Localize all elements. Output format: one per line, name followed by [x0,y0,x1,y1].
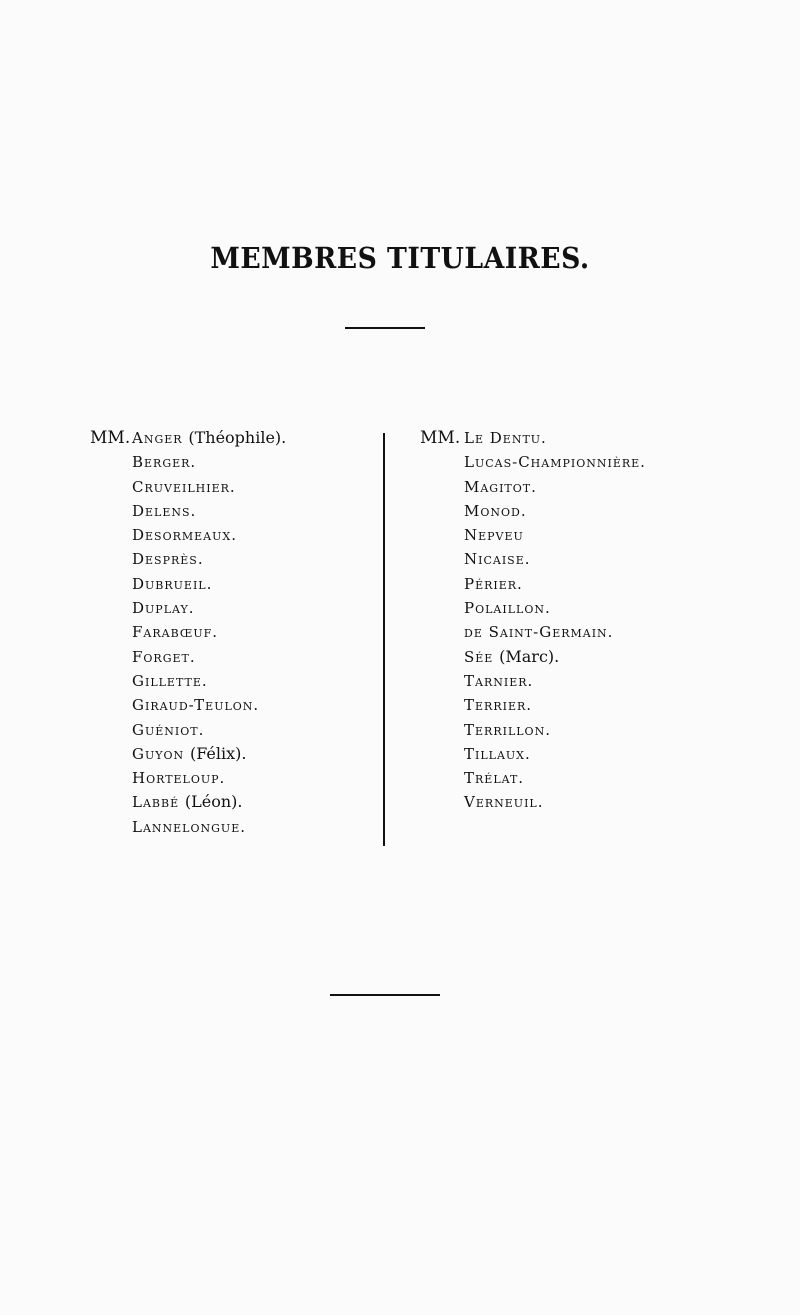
member-name [132,572,286,596]
member-name [464,499,646,523]
member-surname: Monod. [464,501,527,520]
member-name [132,426,286,450]
member-name [132,766,286,790]
member-surname: Cruveilhier. [132,477,236,496]
member-name [132,815,286,839]
member-surname: Lucas-Championnière. [464,453,646,472]
member-name [464,596,646,620]
member-surname: Lannelongue. [132,817,246,836]
member-surname: Horteloup. [132,769,226,788]
member-name [132,620,286,644]
member-given-name: (Théophile) [188,428,282,447]
member-surname: Terrillon. [464,720,551,739]
member-name [464,523,646,547]
right-name-list [464,426,646,815]
member-name [132,669,286,693]
member-name [132,596,286,620]
member-given-name: (Félix) [189,743,242,763]
member-surname: Magitot. [464,477,537,496]
member-surname: Labbé [132,793,180,812]
member-surname: Desprès. [132,550,204,569]
title-rule [345,327,425,329]
member-name [132,645,286,669]
member-surname: Sée [464,647,494,666]
member-surname: Berger. [132,453,197,472]
member-name [132,450,286,474]
member-name [464,572,646,596]
member-name [132,523,286,547]
member-surname: Tarnier. [464,671,534,690]
member-surname: Trélat. [464,769,525,788]
member-name [132,475,286,499]
page-title: MEMBRES TITULAIRES. [210,241,590,276]
member-name [464,426,646,450]
member-surname: Nepveu [464,526,524,545]
member-given-name: (Marc) [499,646,555,666]
member-surname: de Saint-Germain. [464,623,614,642]
member-name [132,790,286,814]
left-name-list [132,426,286,839]
member-given-name: (Léon) [184,792,238,812]
member-surname: Gillette. [132,671,208,690]
member-surname: Guéniot. [132,720,205,739]
member-surname: Dubrueil. [132,574,213,593]
member-surname: Forget. [132,647,196,666]
member-surname: Verneuil. [464,793,544,812]
member-name-end: . [554,646,560,666]
member-name [132,693,286,717]
member-name [464,450,646,474]
member-name [132,718,286,742]
column-divider [383,433,385,846]
member-name [132,547,286,571]
member-name [464,620,646,644]
member-surname: Nicaise. [464,550,531,569]
member-name-end: . [241,743,247,763]
member-surname: Périer. [464,574,523,593]
member-surname: Terrier. [464,696,533,715]
member-name [464,790,646,814]
member-name [132,499,286,523]
member-name [464,475,646,499]
member-name [464,693,646,717]
member-surname: Desormeaux. [132,526,237,545]
member-name [464,669,646,693]
member-surname: Tillaux. [464,744,531,763]
member-surname: Delens. [132,501,197,520]
member-surname: Farabœuf. [132,623,219,642]
member-surname: Le Dentu. [464,429,547,447]
member-name-end: . [281,428,287,447]
member-surname: Giraud-Teulon. [132,696,260,715]
member-surname: Duplay. [132,599,195,618]
right-prefix: MM. [420,428,461,448]
member-name [132,742,286,766]
member-name [464,645,646,669]
member-surname: Polaillon. [464,599,551,618]
member-name [464,718,646,742]
member-name [464,742,646,766]
member-surname: Anger [132,429,183,447]
left-prefix: MM. [90,428,131,448]
member-name [464,547,646,571]
member-surname: Guyon [132,744,185,763]
bottom-rule [330,994,440,996]
member-name [464,766,646,790]
member-name-end: . [237,792,243,812]
